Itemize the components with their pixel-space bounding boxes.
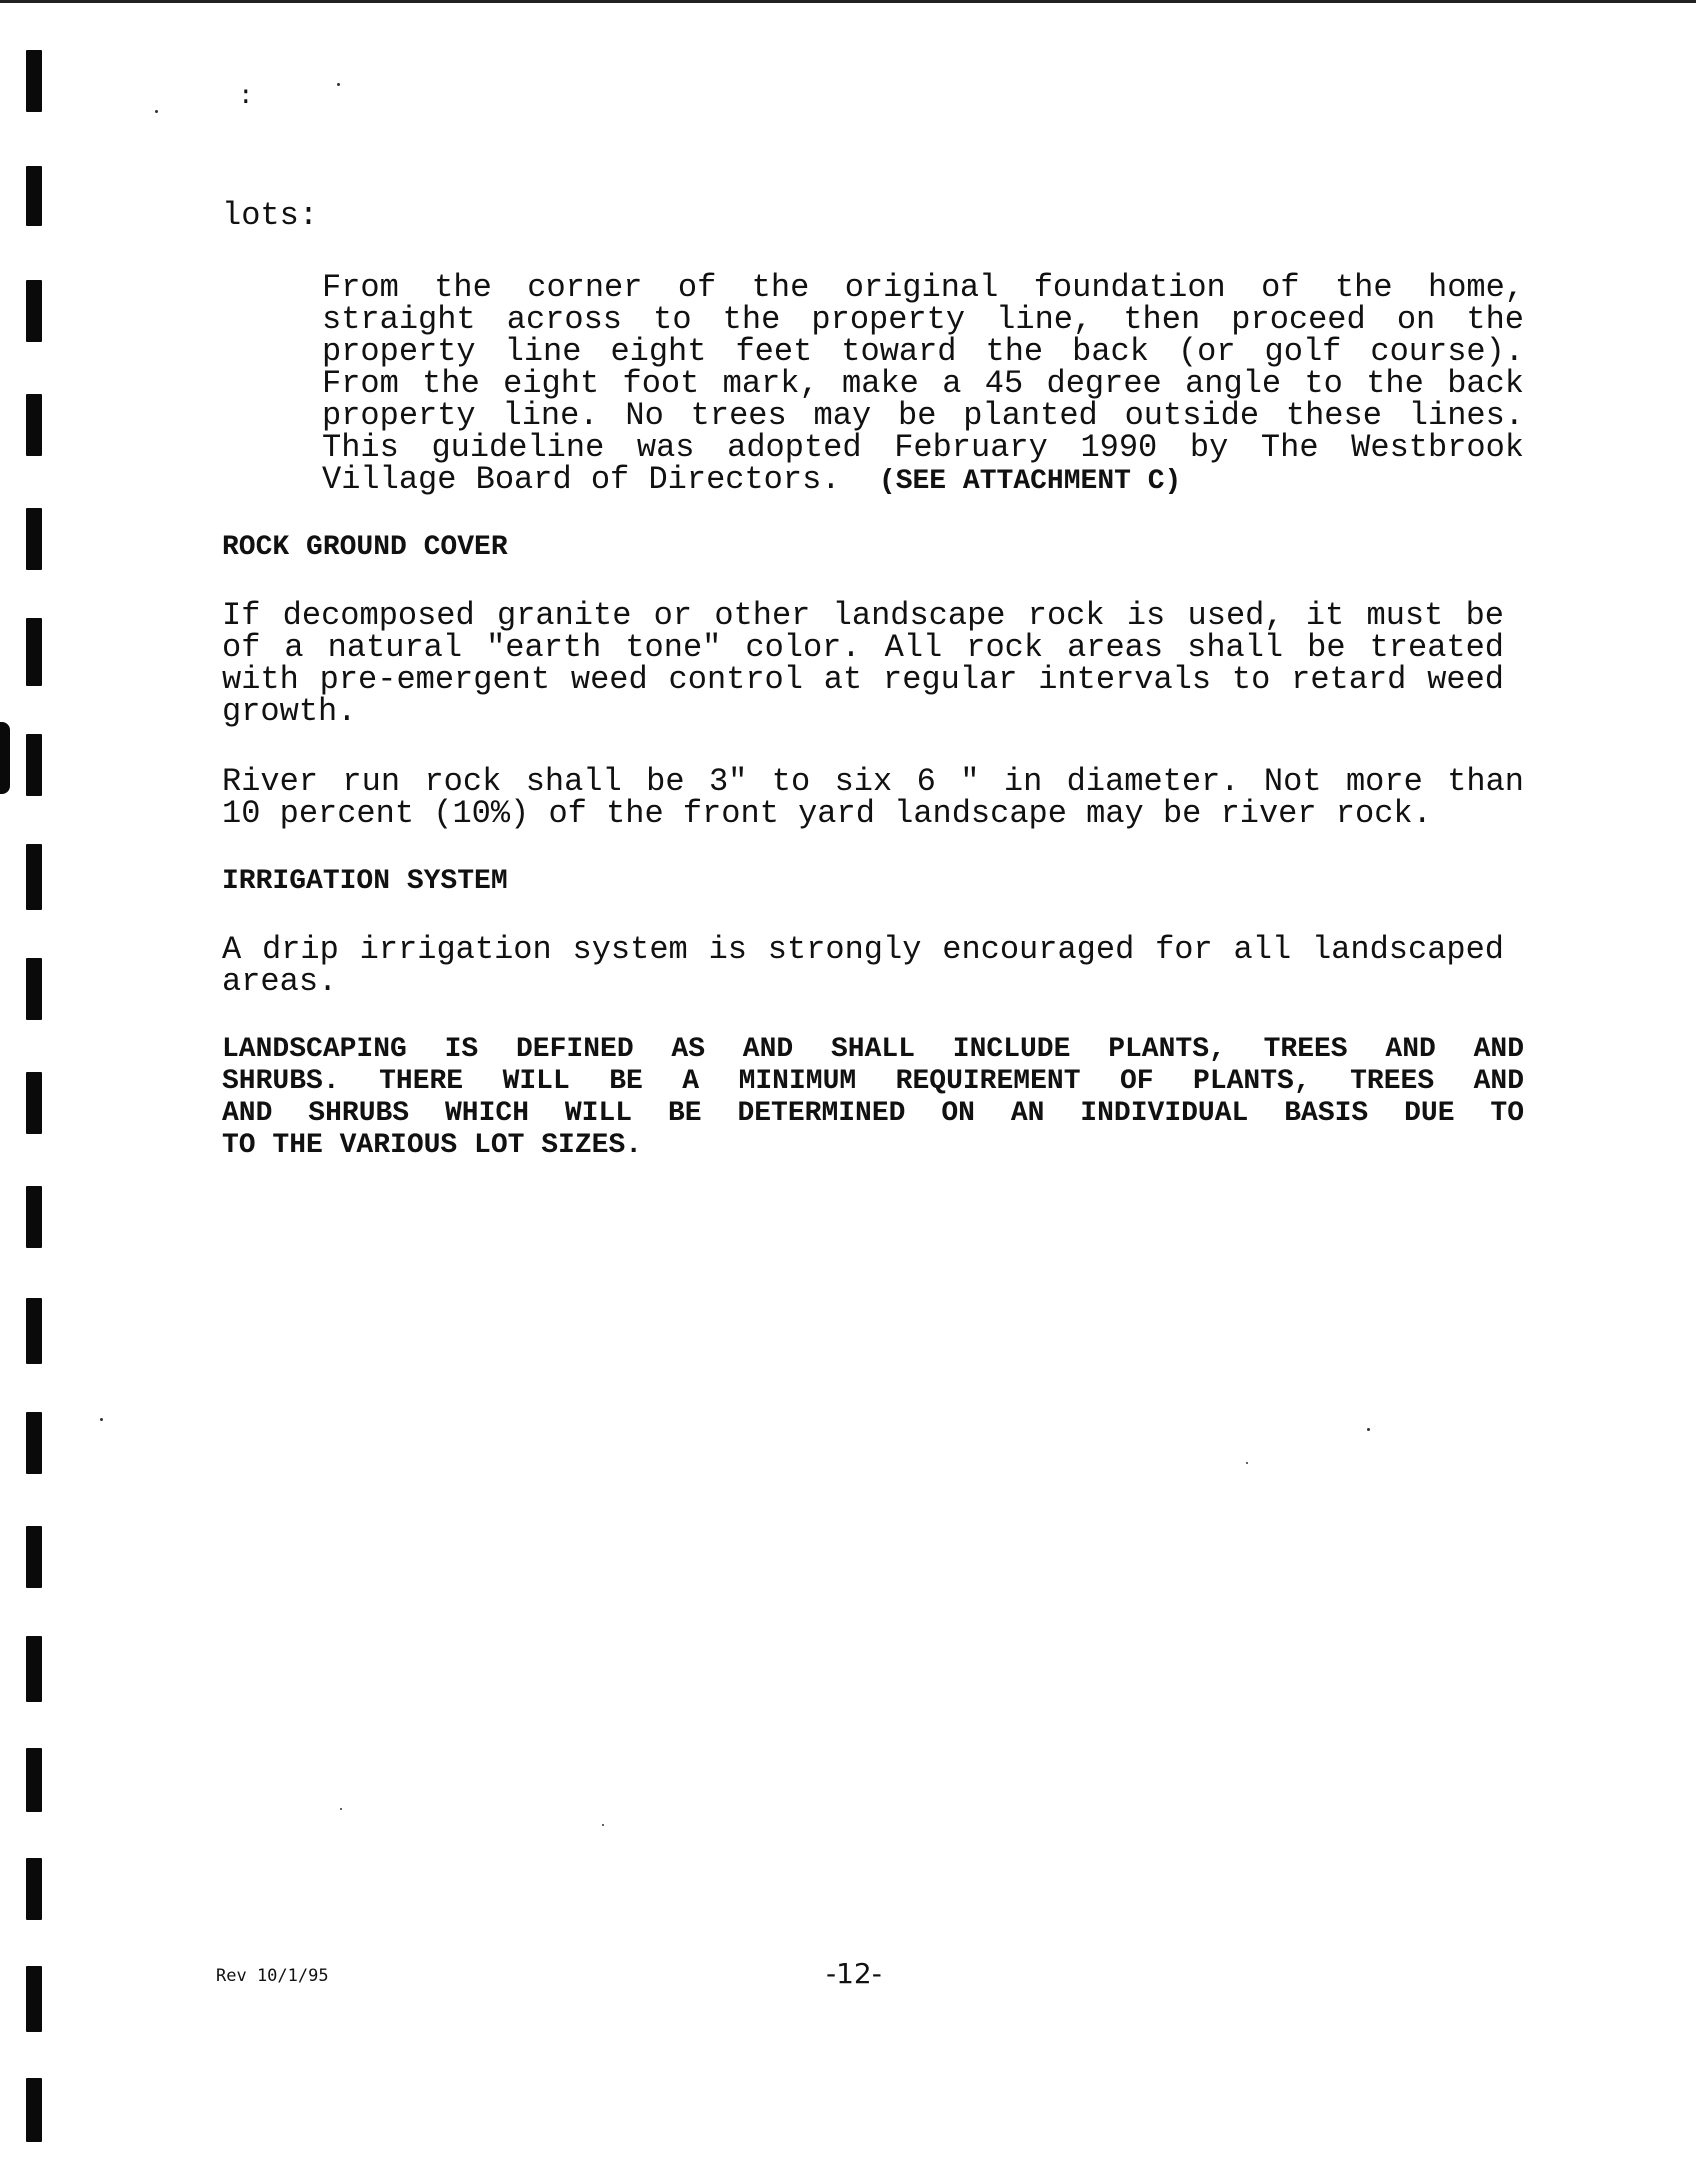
body-line-last: areas. [222,963,338,1000]
body-line: property line eight feet toward the back (or golf course). [322,333,1524,370]
scan-speck [1367,1428,1370,1431]
scan-speck [340,1808,342,1810]
scan-speck [1246,1462,1248,1464]
binder-mark [26,1526,42,1588]
binder-mark [26,958,42,1020]
landscaping-definition-line: LANDSCAPING IS DEFINED AS AND SHALL INCLUDE PLANTS, TREES AND AND [222,1034,1524,1065]
attachment-reference: (SEE ATTACHMENT C) [878,466,1182,497]
body-line: property line. No trees may be planted outside these lines. [322,397,1524,434]
binder-mark [26,844,42,910]
scan-speck [100,1418,103,1421]
binder-mark [26,1072,42,1134]
binder-mark [26,50,42,112]
body-line-last: growth. [222,693,357,730]
body-line: straight across to the property line, then proceed on the [322,301,1524,338]
landscaping-definition-line: AND SHRUBS WHICH WILL BE DETERMINED ON AN INDIVIDUAL BASIS DUE TO [222,1098,1524,1129]
intro-label: lots: [222,197,319,234]
scan-speck [602,1824,604,1826]
top-mark: : [238,81,254,111]
section-heading-rock-ground-cover: ROCK GROUND COVER [222,532,508,563]
body-line: This guideline was adopted February 1990 by The Westbrook [322,429,1524,466]
scan-speck [337,83,340,86]
body-line: From the corner of the original foundation of the home, [322,269,1524,306]
body-line: of a natural "earth tone" color. All rock areas shall be treated [222,629,1504,666]
binder-mark [26,1858,42,1920]
binder-mark [26,618,42,686]
body-line: If decomposed granite or other landscape rock is used, it must be [222,597,1504,634]
revision-date: Rev 10/1/95 [216,1966,329,1986]
landscaping-definition-last: TO THE VARIOUS LOT SIZES. [222,1130,643,1161]
binder-mark [26,1636,42,1702]
body-line: From the eight foot mark, make a 45 degree angle to the back [322,365,1524,402]
binder-mark [26,1966,42,2032]
binder-mark [26,1186,42,1248]
binder-mark [26,1298,42,1364]
binder-mark [26,1748,42,1812]
body-line: with pre-emergent weed control at regular intervals to retard weed [222,661,1504,698]
binder-mark [26,508,42,570]
binder-mark [26,280,42,342]
body-line-last: 10 percent (10%) of the front yard landscape may be river rock. [222,795,1432,832]
body-line: A drip irrigation system is strongly encouraged for all landscaped [222,931,1504,968]
body-line: River run rock shall be 3" to six 6 " in diameter. Not more than [222,763,1524,800]
page-number: -12- [826,1957,882,1990]
landscaping-definition-line: SHRUBS. THERE WILL BE A MINIMUM REQUIREMENT OF PLANTS, TREES AND [222,1066,1524,1097]
body-text: Village Board of Directors. [322,461,841,498]
binder-mark [26,734,42,796]
edge-mark [0,722,10,794]
binder-mark [26,394,42,456]
body-line-last [322,461,1182,498]
binder-mark [26,166,42,226]
scan-speck [155,110,158,113]
binder-mark [26,1412,42,1474]
section-heading-irrigation-system: IRRIGATION SYSTEM [222,866,508,897]
binder-mark [26,2078,42,2142]
